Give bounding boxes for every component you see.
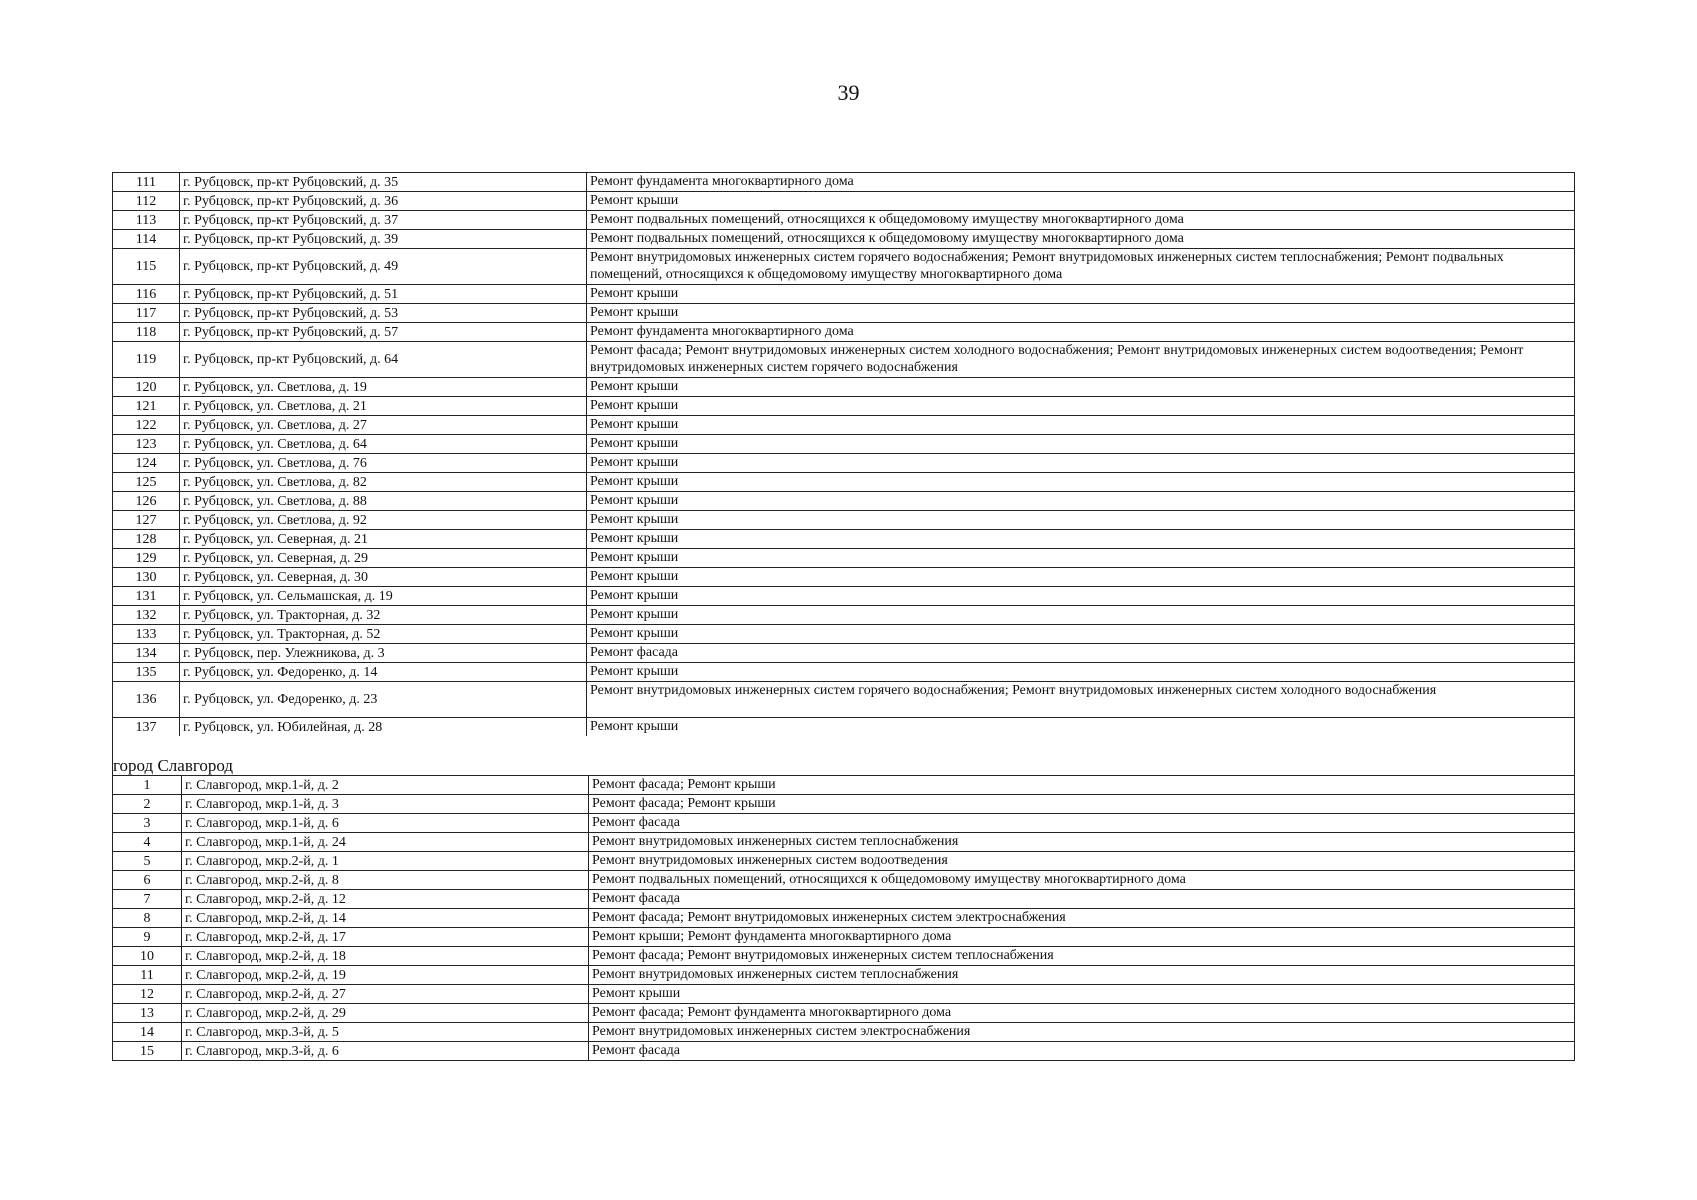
- row-address: г. Рубцовск, пр-кт Рубцовский, д. 53: [180, 304, 587, 322]
- row-address: г. Рубцовск, ул. Светлова, д. 92: [180, 511, 587, 529]
- table-row: [113, 625, 1574, 644]
- row-number: 124: [113, 454, 180, 472]
- row-address: г. Славгород, мкр.2-й, д. 14: [182, 909, 589, 927]
- row-work-type: Ремонт фасада: [590, 645, 679, 660]
- table-row: [113, 966, 1574, 985]
- section-title: город Славгород: [113, 757, 1574, 776]
- row-number: 116: [113, 285, 180, 303]
- table-row: [113, 795, 1574, 814]
- table-row: [113, 833, 1574, 852]
- row-address: г. Рубцовск, ул. Юбилейная, д. 28: [180, 718, 587, 736]
- row-address: г. Славгород, мкр.3-й, д. 5: [182, 1023, 589, 1041]
- row-work-type: Ремонт крыши: [590, 398, 679, 413]
- row-number: 122: [113, 416, 180, 434]
- table-row: [113, 285, 1574, 304]
- row-number: 5: [113, 852, 182, 870]
- row-number: 111: [113, 173, 180, 191]
- table-row: [113, 663, 1574, 682]
- table-row: [113, 606, 1574, 625]
- row-number: 8: [113, 909, 182, 927]
- table-row: [113, 1023, 1574, 1042]
- row-address: г. Рубцовск, ул. Светлова, д. 64: [180, 435, 587, 453]
- row-address: г. Рубцовск, ул. Светлова, д. 19: [180, 378, 587, 396]
- row-number: 121: [113, 397, 180, 415]
- row-work-type: Ремонт крыши: [590, 193, 679, 208]
- row-number: 6: [113, 871, 182, 889]
- repair-table: [112, 172, 1575, 1061]
- row-address: г. Рубцовск, пер. Улежникова, д. 3: [180, 644, 587, 662]
- rubtsovsk-rows: [113, 173, 1574, 736]
- row-work-type: Ремонт крыши; Ремонт фундамента многоквартирного дома: [592, 929, 952, 944]
- table-row: [113, 985, 1574, 1004]
- table-row: [113, 304, 1574, 323]
- row-address: г. Рубцовск, пр-кт Рубцовский, д. 64: [180, 342, 587, 377]
- row-number: 10: [113, 947, 182, 965]
- row-address: г. Славгород, мкр.2-й, д. 1: [182, 852, 589, 870]
- row-work-type: Ремонт фундамента многоквартирного дома: [590, 174, 854, 189]
- row-work-type: Ремонт крыши: [590, 474, 679, 489]
- row-work-type: Ремонт подвальных помещений, относящихся к общедомовому имуществу многоквартирного дома: [590, 231, 1184, 246]
- row-number: 2: [113, 795, 182, 813]
- row-address: г. Славгород, мкр.1-й, д. 2: [182, 776, 589, 794]
- table-row: [113, 397, 1574, 416]
- table-row: [113, 776, 1574, 795]
- row-number: 137: [113, 718, 180, 736]
- row-number: 134: [113, 644, 180, 662]
- table-row: [113, 342, 1574, 378]
- row-address: г. Рубцовск, пр-кт Рубцовский, д. 35: [180, 173, 587, 191]
- row-work-type: Ремонт фасада; Ремонт внутридомовых инженерных систем холодного водоснабжения; Ремонт внутридомовых инженерных систем водоотведения; Ремонт внутридомовых инженерных систем горячего водоснабжения: [590, 343, 1524, 375]
- table-row: [113, 454, 1574, 473]
- row-address: г. Славгород, мкр.1-й, д. 6: [182, 814, 589, 832]
- table-row: [113, 511, 1574, 530]
- page-number: 39: [837, 80, 860, 105]
- row-address: г. Славгород, мкр.2-й, д. 18: [182, 947, 589, 965]
- row-number: 118: [113, 323, 180, 341]
- table-row: [113, 814, 1574, 833]
- table-row: [113, 378, 1574, 397]
- row-work-type: Ремонт крыши: [590, 607, 679, 622]
- row-number: 9: [113, 928, 182, 946]
- row-number: 3: [113, 814, 182, 832]
- row-work-type: Ремонт фасада; Ремонт крыши: [592, 796, 776, 811]
- row-address: г. Рубцовск, пр-кт Рубцовский, д. 51: [180, 285, 587, 303]
- slavgorod-rows: [113, 776, 1574, 1060]
- row-number: 4: [113, 833, 182, 851]
- row-number: 11: [113, 966, 182, 984]
- row-work-type: Ремонт подвальных помещений, относящихся к общедомовому имуществу многоквартирного дома: [590, 212, 1184, 227]
- row-address: г. Рубцовск, пр-кт Рубцовский, д. 36: [180, 192, 587, 210]
- row-number: 112: [113, 192, 180, 210]
- table-row: [113, 1004, 1574, 1023]
- table-row: [113, 492, 1574, 511]
- row-address: г. Славгород, мкр.2-й, д. 8: [182, 871, 589, 889]
- row-work-type: Ремонт крыши: [590, 664, 679, 679]
- row-address: г. Рубцовск, ул. Сельмашская, д. 19: [180, 587, 587, 605]
- row-number: 15: [113, 1042, 182, 1060]
- row-address: г. Рубцовск, ул. Светлова, д. 82: [180, 473, 587, 491]
- row-address: г. Славгород, мкр.2-й, д. 29: [182, 1004, 589, 1022]
- table-row: [113, 644, 1574, 663]
- row-work-type: Ремонт внутридомовых инженерных систем электроснабжения: [592, 1024, 971, 1039]
- table-row: [113, 530, 1574, 549]
- table-row: [113, 947, 1574, 966]
- row-work-type: Ремонт фасада; Ремонт фундамента многоквартирного дома: [592, 1005, 952, 1020]
- row-number: 123: [113, 435, 180, 453]
- row-work-type: Ремонт внутридомовых инженерных систем горячего водоснабжения; Ремонт внутридомовых инженерных систем холодного водоснабжения: [590, 683, 1437, 698]
- table-row: [113, 230, 1574, 249]
- row-work-type: Ремонт крыши: [590, 626, 679, 641]
- row-address: г. Рубцовск, пр-кт Рубцовский, д. 57: [180, 323, 587, 341]
- row-work-type: Ремонт крыши: [590, 286, 679, 301]
- row-work-type: Ремонт фундамента многоквартирного дома: [590, 324, 854, 339]
- row-work-type: Ремонт подвальных помещений, относящихся к общедомовому имуществу многоквартирного дома: [592, 872, 1186, 887]
- row-address: г. Славгород, мкр.2-й, д. 17: [182, 928, 589, 946]
- row-work-type: Ремонт крыши: [590, 569, 679, 584]
- row-address: г. Славгород, мкр.2-й, д. 19: [182, 966, 589, 984]
- row-number: 129: [113, 549, 180, 567]
- row-work-type: Ремонт крыши: [590, 550, 679, 565]
- row-address: г. Рубцовск, пр-кт Рубцовский, д. 49: [180, 249, 587, 284]
- row-work-type: Ремонт крыши: [590, 512, 679, 527]
- row-number: 126: [113, 492, 180, 510]
- table-row: [113, 718, 1574, 736]
- row-work-type: Ремонт крыши: [590, 436, 679, 451]
- table-row: [113, 416, 1574, 435]
- row-address: г. Славгород, мкр.1-й, д. 24: [182, 833, 589, 851]
- table-row: [113, 928, 1574, 947]
- row-work-type: Ремонт крыши: [590, 588, 679, 603]
- row-number: 128: [113, 530, 180, 548]
- table-row: [113, 682, 1574, 718]
- row-work-type: Ремонт крыши: [592, 986, 681, 1001]
- row-address: г. Славгород, мкр.2-й, д. 27: [182, 985, 589, 1003]
- row-address: г. Славгород, мкр.2-й, д. 12: [182, 890, 589, 908]
- row-address: г. Рубцовск, пр-кт Рубцовский, д. 39: [180, 230, 587, 248]
- row-work-type: Ремонт фасада: [592, 815, 681, 830]
- row-address: г. Рубцовск, ул. Северная, д. 29: [180, 549, 587, 567]
- row-work-type: Ремонт фасада; Ремонт крыши: [592, 777, 776, 792]
- table-row: [113, 435, 1574, 454]
- row-work-type: Ремонт крыши: [590, 531, 679, 546]
- row-work-type: Ремонт крыши: [590, 417, 679, 432]
- row-number: 127: [113, 511, 180, 529]
- row-work-type: Ремонт крыши: [590, 455, 679, 470]
- row-work-type: Ремонт крыши: [590, 379, 679, 394]
- section-gap: [113, 736, 1574, 757]
- row-work-type: Ремонт внутридомовых инженерных систем теплоснабжения: [592, 834, 959, 849]
- row-work-type: Ремонт фасада: [592, 891, 681, 906]
- row-number: 125: [113, 473, 180, 491]
- table-row: [113, 890, 1574, 909]
- row-number: 1: [113, 776, 182, 794]
- row-work-type: Ремонт внутридомовых инженерных систем горячего водоснабжения; Ремонт внутридомовых инженерных систем теплоснабжения; Ремонт подвальных помещений, относящихся к общедомовому имуществу многоквартирного дома: [590, 250, 1504, 282]
- row-number: 113: [113, 211, 180, 229]
- row-number: 114: [113, 230, 180, 248]
- table-row: [113, 211, 1574, 230]
- row-number: 12: [113, 985, 182, 1003]
- row-work-type: Ремонт фасада: [592, 1043, 681, 1058]
- row-number: 14: [113, 1023, 182, 1041]
- row-number: 130: [113, 568, 180, 586]
- table-row: [113, 249, 1574, 285]
- row-address: г. Рубцовск, ул. Северная, д. 30: [180, 568, 587, 586]
- row-number: 115: [113, 249, 180, 284]
- row-work-type: Ремонт внутридомовых инженерных систем водоотведения: [592, 853, 948, 868]
- table-row: [113, 871, 1574, 890]
- table-row: [113, 852, 1574, 871]
- table-row: [113, 568, 1574, 587]
- row-address: г. Рубцовск, ул. Светлова, д. 27: [180, 416, 587, 434]
- row-work-type: Ремонт крыши: [590, 719, 679, 734]
- row-work-type: Ремонт внутридомовых инженерных систем теплоснабжения: [592, 967, 959, 982]
- table-row: [113, 323, 1574, 342]
- row-work-type: Ремонт крыши: [590, 493, 679, 508]
- table-row: [113, 587, 1574, 606]
- table-row: [113, 549, 1574, 568]
- row-address: г. Рубцовск, ул. Федоренко, д. 23: [180, 682, 587, 717]
- row-address: г. Рубцовск, ул. Светлова, д. 88: [180, 492, 587, 510]
- table-row: [113, 192, 1574, 211]
- row-address: г. Рубцовск, ул. Федоренко, д. 14: [180, 663, 587, 681]
- row-address: г. Рубцовск, ул. Светлова, д. 21: [180, 397, 587, 415]
- row-number: 136: [113, 682, 180, 717]
- row-address: г. Рубцовск, ул. Тракторная, д. 32: [180, 606, 587, 624]
- row-address: г. Рубцовск, пр-кт Рубцовский, д. 37: [180, 211, 587, 229]
- table-row: [113, 909, 1574, 928]
- row-address: г. Славгород, мкр.1-й, д. 3: [182, 795, 589, 813]
- row-work-type: Ремонт крыши: [590, 305, 679, 320]
- table-row: [113, 173, 1574, 192]
- row-work-type: Ремонт фасада; Ремонт внутридомовых инженерных систем теплоснабжения: [592, 948, 1054, 963]
- row-number: 119: [113, 342, 180, 377]
- row-number: 132: [113, 606, 180, 624]
- row-number: 117: [113, 304, 180, 322]
- row-number: 131: [113, 587, 180, 605]
- row-address: г. Рубцовск, ул. Тракторная, д. 52: [180, 625, 587, 643]
- row-work-type: Ремонт фасада; Ремонт внутридомовых инженерных систем электроснабжения: [592, 910, 1066, 925]
- row-address: г. Рубцовск, ул. Светлова, д. 76: [180, 454, 587, 472]
- table-row: [113, 1042, 1574, 1060]
- row-number: 135: [113, 663, 180, 681]
- row-number: 7: [113, 890, 182, 908]
- row-number: 120: [113, 378, 180, 396]
- row-address: г. Славгород, мкр.3-й, д. 6: [182, 1042, 589, 1060]
- row-number: 13: [113, 1004, 182, 1022]
- row-address: г. Рубцовск, ул. Северная, д. 21: [180, 530, 587, 548]
- table-row: [113, 473, 1574, 492]
- row-number: 133: [113, 625, 180, 643]
